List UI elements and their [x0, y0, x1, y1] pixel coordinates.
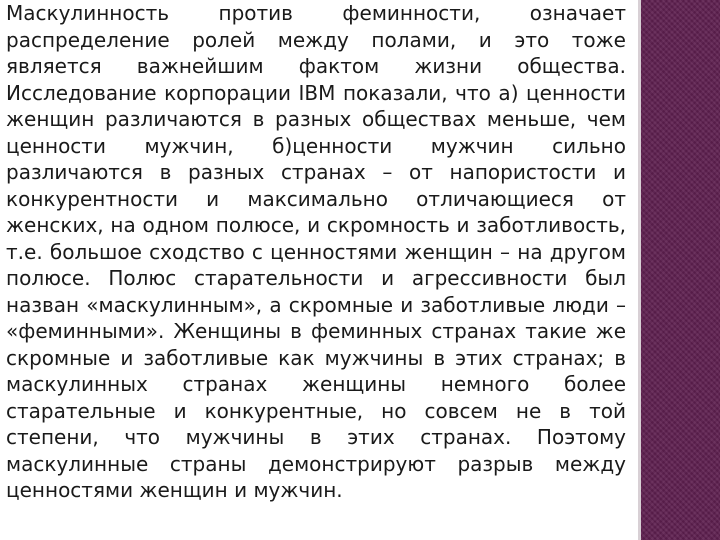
text-line: маскулинные страны демонстрируют разрыв между — [6, 451, 626, 476]
text-line: ценностями женщин и мужчин. — [6, 478, 343, 502]
text-line: Исследование корпорации IBM показали, что а) ценности — [6, 80, 626, 105]
text-line: женщин различаются в разных обществах меньше, чем — [6, 107, 626, 131]
body-paragraph — [6, 0, 626, 504]
text-line: скромные и заботливые как мужчины в этих странах; в — [6, 345, 626, 370]
text-line: конкурентности и максимально отличающиеся от — [6, 186, 626, 211]
text-line: полюсе. Полюс старательности и агрессивности был — [6, 266, 626, 290]
text-line: степени, что мужчины в этих странах. Поэтому — [6, 425, 626, 449]
text-line: различаются в разных странах – от напористости и — [6, 160, 626, 184]
text-line: является важнейшим фактом жизни общества. — [6, 54, 626, 78]
text-line: распределение ролей между полами, и это тоже — [6, 27, 626, 52]
text-line: старательные и конкурентные, но совсем не в той — [6, 398, 626, 423]
text-line: назван «маскулинным», а скромные и заботливые люди – — [6, 292, 626, 317]
text-line: маскулинных странах женщины немного более — [6, 372, 626, 396]
decorative-sidebar — [641, 0, 720, 540]
text-line: женских, на одном полюсе, и скромность и заботливость, — [6, 213, 626, 237]
body-text-area — [6, 0, 626, 504]
text-line: Маскулинность против феминности, означает — [6, 1, 626, 25]
text-line: т.е. большое сходство с ценностями женщин – на другом — [6, 239, 626, 264]
text-line: ценности мужчин, б)ценности мужчин сильно — [6, 133, 626, 158]
text-line: «феминными». Женщины в феминных странах такие же — [6, 319, 626, 343]
